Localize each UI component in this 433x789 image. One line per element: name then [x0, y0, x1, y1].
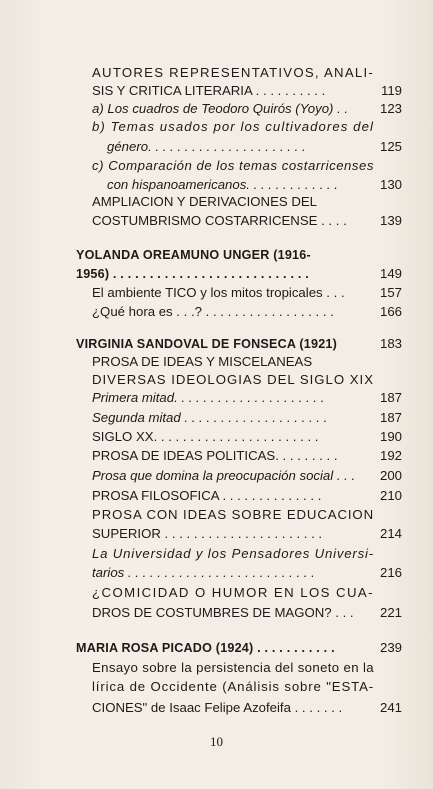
toc-entry-text: lírica de Occidente (Análisis sobre "ESTA- — [92, 679, 374, 694]
toc-entry-text: con hispanoamericanos. . . . . . . . . . . . . — [107, 177, 338, 192]
toc-entry — [0, 283, 433, 303]
toc-entry-text: DIVERSAS IDEOLOGIAS DEL SIGLO XIX — [92, 372, 374, 387]
toc-entry-text: SIGLO XX. . . . . . . . . . . . . . . . . . . . . . . — [92, 429, 319, 444]
toc-entry-text: ¿COMICIDAD O HUMOR EN LOS CUA- — [92, 585, 374, 600]
toc-page-number: 216 — [379, 565, 402, 580]
toc-entry-text: ¿Qué hora es . . .? . . . . . . . . . . . . . . . . . . — [92, 304, 334, 319]
toc-entry — [0, 563, 433, 583]
toc-entry — [0, 408, 433, 428]
toc-entry-text: PROSA FILOSOFICA . . . . . . . . . . . . . . — [92, 488, 322, 503]
toc-entry-text: PROSA CON IDEAS SOBRE EDUCACION — [92, 507, 374, 522]
toc-entry-text: CIONES" de Isaac Felipe Azofeifa . . . . . . . — [92, 700, 343, 715]
toc-entry-text: a) Los cuadros de Teodoro Quirós (Yoyo) . . — [92, 101, 349, 116]
toc-page-number: 200 — [379, 468, 402, 483]
toc-entry — [0, 427, 433, 447]
page-number: 10 — [210, 734, 223, 749]
toc-entry-text: Prosa que domina la preocupación social . . . — [92, 468, 356, 483]
toc-entry-text: La Universidad y los Pensadores Universi- — [92, 546, 374, 561]
toc-entry — [0, 544, 433, 564]
toc-entry — [0, 677, 433, 697]
toc-entry — [0, 370, 433, 390]
toc-entry-text: PROSA DE IDEAS POLITICAS. . . . . . . . . — [92, 448, 338, 463]
toc-entry-text: YOLANDA OREAMUNO UNGER (1916- — [76, 248, 311, 262]
toc-entry — [0, 137, 433, 157]
toc-page-number: 241 — [379, 700, 402, 715]
toc-entry-text: MARIA ROSA PICADO (1924) . . . . . . . . . . . — [76, 641, 335, 655]
toc-entry-text: c) Comparación de los temas costarricenses — [92, 158, 374, 173]
toc-heading — [0, 245, 433, 265]
toc-heading — [0, 264, 433, 284]
toc-entry — [0, 388, 433, 408]
toc-entry — [0, 505, 433, 525]
toc-page-number: 157 — [379, 285, 402, 300]
toc-entry — [0, 211, 433, 231]
toc-page-number: 210 — [379, 488, 402, 503]
toc-entry-text: SIS Y CRITICA LITERARIA . . . . . . . . . . — [92, 83, 326, 98]
toc-entry — [0, 81, 433, 101]
toc-entry — [0, 302, 433, 322]
toc-page-number: 166 — [379, 304, 402, 319]
toc-heading — [0, 638, 433, 658]
toc-entry — [0, 352, 433, 372]
toc-page-number: 139 — [379, 213, 402, 228]
toc-entry — [0, 466, 433, 486]
toc-entry-text: Primera mitad. . . . . . . . . . . . . . . . . . . . . — [92, 390, 325, 405]
toc-entry-text: AMPLIACION Y DERIVACIONES DEL — [92, 194, 317, 209]
toc-page-number: 183 — [379, 336, 402, 351]
toc-page-number: 125 — [379, 139, 402, 154]
toc-page-number: 190 — [379, 429, 402, 444]
toc-entry-text: PROSA DE IDEAS Y MISCELANEAS — [92, 354, 313, 369]
toc-page-number: 192 — [379, 448, 402, 463]
toc-entry — [0, 524, 433, 544]
toc-page-number: 119 — [380, 83, 402, 98]
toc-page-number: 123 — [379, 101, 402, 116]
toc-page-number: 149 — [379, 266, 402, 281]
toc-page-number: 221 — [379, 605, 402, 620]
toc-entry-text: género. . . . . . . . . . . . . . . . . . . . . . — [107, 139, 306, 154]
toc-entry-text: Ensayo sobre la persistencia del soneto en la — [92, 660, 374, 675]
toc-entry — [0, 603, 433, 623]
toc-entry — [0, 446, 433, 466]
toc-entry-text: El ambiente TICO y los mitos tropicales . . . — [92, 285, 345, 300]
toc-entry — [0, 192, 433, 212]
toc-entry — [0, 63, 433, 83]
toc-entry-text: COSTUMBRISMO COSTARRICENSE . . . . — [92, 213, 347, 228]
toc-page-number: 239 — [379, 640, 402, 655]
toc-entry-text: SUPERIOR . . . . . . . . . . . . . . . . . . . . . . — [92, 526, 323, 541]
toc-entry-text: b) Temas usados por los cultivadores del — [92, 119, 374, 134]
toc-entry — [0, 658, 433, 678]
toc-heading — [0, 334, 433, 354]
toc-entry — [0, 156, 433, 176]
toc-entry-text: tarios . . . . . . . . . . . . . . . . . . . . . . . . . . — [92, 565, 315, 580]
toc-entry-text: 1956) . . . . . . . . . . . . . . . . . . . . . . . . . . . — [76, 267, 309, 281]
toc-page-number: 187 — [379, 390, 402, 405]
toc-page-number: 130 — [379, 177, 402, 192]
toc-entry-text: VIRGINIA SANDOVAL DE FONSECA (1921) — [76, 337, 338, 351]
toc-entry — [0, 583, 433, 603]
toc-entry — [0, 486, 433, 506]
toc-entry-text: DROS DE COSTUMBRES DE MAGON? . . . — [92, 605, 354, 620]
toc-entry-text: AUTORES REPRESENTATIVOS, ANALI- — [92, 65, 374, 80]
toc-page-number: 187 — [379, 410, 402, 425]
toc-entry — [0, 99, 433, 119]
toc-entry — [0, 698, 433, 718]
toc-page-number: 214 — [379, 526, 402, 541]
toc-entry-text: Segunda mitad . . . . . . . . . . . . . . . . . . . . — [92, 410, 328, 425]
toc-entry — [0, 117, 433, 137]
